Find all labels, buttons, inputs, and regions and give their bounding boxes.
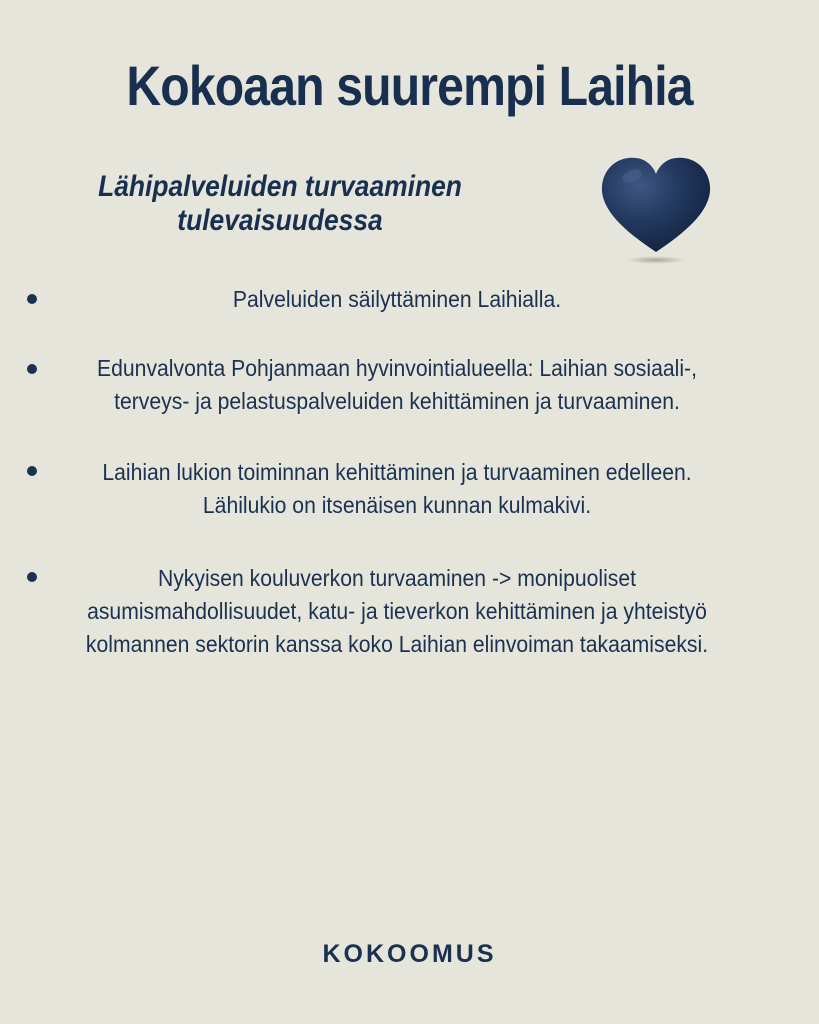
list-item-text: Edunvalvonta Pohjanmaan hyvinvointialueella: Laihian sosiaali-, terveys- ja pelastuspalveluiden kehittäminen ja turvaaminen. (97, 355, 697, 414)
bullet-icon (27, 572, 37, 582)
list-item-text: Laihian lukion toiminnan kehittäminen ja turvaaminen edelleen. Lähilukio on itsenäisen kunnan kulmakivi. (102, 459, 692, 518)
bullet-icon (27, 364, 37, 374)
bullet-icon (27, 466, 37, 476)
subtitle-line-2: tulevaisuudessa (177, 204, 383, 237)
page-title: Kokoaan suurempi Laihia (126, 54, 693, 117)
list-item-text: Nykyisen kouluverkon turvaaminen -> monipuoliset asumismahdollisuudet, katu- ja tieverkon kehittäminen ja yhteistyö kolmannen sektorin kanssa koko Laihian elinvoiman takaamiseksi. (85, 565, 709, 657)
bullet-icon (27, 294, 37, 304)
subtitle-line-1: Lähipalveluiden turvaaminen (98, 170, 462, 203)
list-item-text: Palveluiden säilyttäminen Laihialla. (232, 286, 562, 312)
brand-logo: KOKOOMUS (322, 940, 497, 968)
